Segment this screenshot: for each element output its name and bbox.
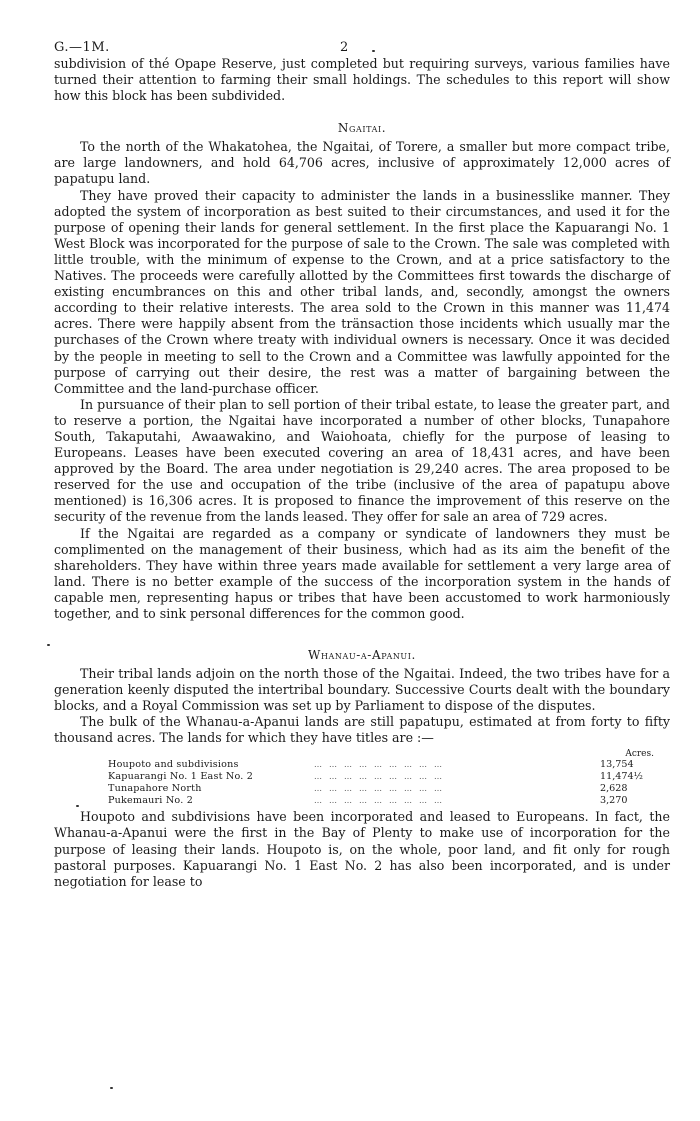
stray-mark <box>372 50 375 52</box>
paragraph: Houpoto and subdivisions have been incorporated and leased to Europeans. In fact, the Whanau-a-Apanui were the first in the Bay of Plenty to make use of incorporation for the purpose of leasing their lands. Houpoto is, on the whole, poor land, and fit only for rough pastoral purposes. Kapuarangi No. 1 East No. 2 has also been incorporated, and is under negotiation for lease to <box>54 809 670 889</box>
section-heading: Ngaitai. <box>337 121 387 136</box>
dot-leader: ……………………… <box>314 771 449 781</box>
paragraph: Their tribal lands adjoin on the north those of the Ngaitai. Indeed, the two tribes have for a generation keenly disputed the intertribal boundary. Successive Courts dealt with the boundary blocks, and a Royal Commission was set up by Parliament to dispose of the disputes. <box>54 666 670 714</box>
table-row <box>108 783 670 795</box>
dot-leader: ……………………… <box>314 796 449 806</box>
block-name: Houpoto and subdivisions <box>108 758 239 770</box>
land-titles-table <box>54 748 670 808</box>
acreage-value: 2,628 <box>600 782 628 794</box>
paragraph: To the north of the Whakatohea, the Ngaitai, of Torere, a smaller but more compact tribe, are large landowners, and hold 64,706 acres, inclusive of approximately 12,000 acres of papatupu land. <box>54 139 670 187</box>
stray-mark <box>76 805 79 807</box>
block-name: Pukemauri No. 2 <box>108 795 194 807</box>
paragraph: subdivision of thé Opape Reserve, just completed but requiring surveys, various families have turned their attention to farming their small holdings. The schedules to this report will show how this block has been subdivided. <box>54 56 670 104</box>
page-number: 2 <box>340 40 349 55</box>
paragraph: They have proved their capacity to administer the lands in a businesslike manner. They adopted the system of incorporation as best suited to their circumstances, and used it for the purpose of opening their lands for general settlement. In the first place the Kapuarangi No. 1 West Block was incorporated for the purpose of sale to the Crown. The sale was completed with little trouble, with the minimum of expense to the Crown, and at a price satisfactory to the Natives. The proceeds were carefully allotted by the Committees first towards the discharge of existing encumbrances on this and other tribal lands, and, secondly, amongst the owners according to their relative interests. The area sold to the Crown in this manner was 11,474 acres. There were happily absent from the tränsaction those incidents which usually mar the purchases of the Crown where treaty with individual owners is necessary. Once it was decided by the people in meeting to sell to the Crown and a Committee was lawfully appointed for the purpose of carrying out their desire, the rest was a matter of bargaining between the Committee and the land-purchase officer. <box>54 187 670 396</box>
block-name: Kapuarangi No. 1 East No. 2 <box>108 770 254 782</box>
acreage-value: 13,754 <box>600 758 634 770</box>
table-row <box>108 759 670 771</box>
paragraph: If the Ngaitai are regarded as a company or syndicate of landowners they must be complimented on the management of their business, which had as its aim the benefit of the shareholders. They have within three years made available for settlement a very large area of land. There is no better example of the success of the incorporation system in the hands of capable men, representing hapus or tribes that have been accustomed to work harmoniously together, and to sink personal differences for the common good. <box>54 525 670 621</box>
acreage-value: 11,474½ <box>600 770 643 782</box>
document-body <box>54 56 670 890</box>
paragraph: The bulk of the Whanau-a-Apanui lands are still papatupu, estimated at from forty to fifty thousand acres. The lands for which they have titles are :— <box>54 714 670 746</box>
stray-mark <box>47 644 50 646</box>
table-unit-header: Acres. <box>625 748 654 759</box>
table-row <box>108 795 670 807</box>
stray-mark <box>110 1087 113 1089</box>
block-name: Tunapahore North <box>108 782 202 794</box>
section-heading: Whanau-a-Apanui. <box>308 648 416 663</box>
dot-leader: ……………………… <box>314 783 449 793</box>
page-header <box>54 30 670 56</box>
dot-leader: ……………………… <box>314 759 449 769</box>
table-row <box>108 771 670 783</box>
acreage-value: 3,270 <box>600 795 628 807</box>
document-reference: G.—1M. <box>54 40 110 55</box>
paragraph: In pursuance of their plan to sell portion of their tribal estate, to lease the greater part, and to reserve a portion, the Ngaitai have incorporated a number of other blocks, Tunapahore South, Takaputahi, Awaawakino, and Waiohoata, chiefly for the purpose of leasing to Europeans. Leases have been executed covering an area of 18,431 acres, and have been approved by the Board. The area under negotiation is 29,240 acres. The area proposed to be reserved for the use and occupation of the tribe (inclusive of the area of papatupu above mentioned) is 16,306 acres. It is proposed to finance the improvement of this reserve on the security of the revenue from the lands leased. They offer for sale an area of 729 acres. <box>54 396 670 525</box>
